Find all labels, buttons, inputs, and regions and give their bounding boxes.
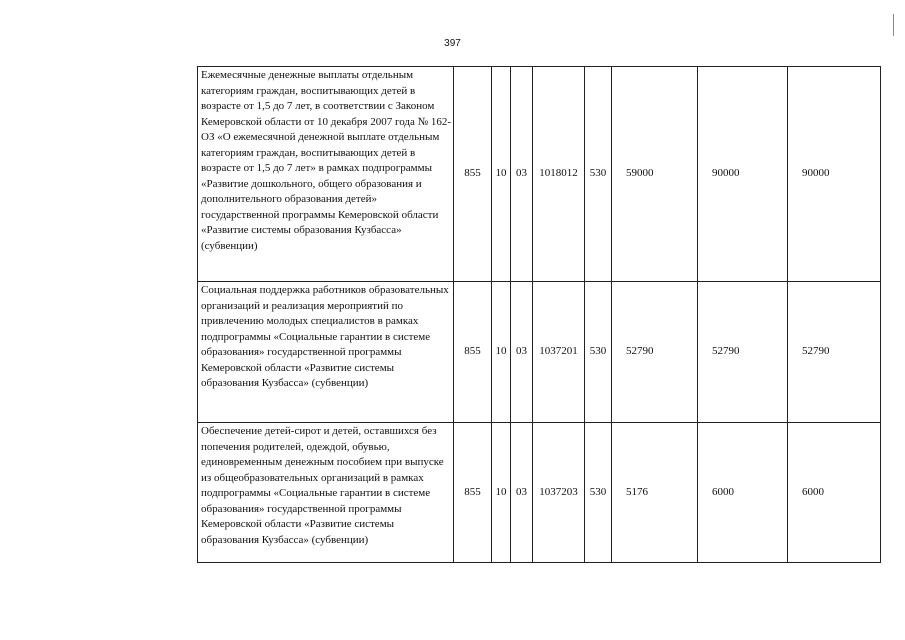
section-code: 10 xyxy=(492,423,511,563)
target-article-code: 1018012 xyxy=(533,67,585,282)
amount-year-3: 52790 xyxy=(788,282,881,423)
amount-year-1: 59000 xyxy=(612,67,698,282)
section-code: 10 xyxy=(492,67,511,282)
subsection-code: 03 xyxy=(511,282,533,423)
table-row xyxy=(198,423,881,563)
section-code: 10 xyxy=(492,282,511,423)
grbs-code: 855 xyxy=(454,67,492,282)
amount-year-2: 52790 xyxy=(698,282,788,423)
scan-edge-mark xyxy=(893,14,894,36)
table-row xyxy=(198,67,881,282)
amount-year-2: 6000 xyxy=(698,423,788,563)
expense-type-code: 530 xyxy=(585,282,612,423)
page-number: 397 xyxy=(444,38,461,49)
table-row xyxy=(198,282,881,423)
amount-year-1: 52790 xyxy=(612,282,698,423)
row-description: Социальная поддержка работников образовательных организаций и реализация мероприятий по привлечению молодых специалистов в рамках подпрограммы «Социальные гарантии в системе образования» государственной программы Кемеровской области «Развитие системы образования Кузбасса» (субвенции) xyxy=(198,282,454,423)
expense-type-code: 530 xyxy=(585,67,612,282)
amount-year-2: 90000 xyxy=(698,67,788,282)
row-description: Ежемесячные денежные выплаты отдельным категориям граждан, воспитывающих детей в возрасте от 1,5 до 7 лет, в соответствии с Законом Кемеровской области от 10 декабря 2007 года № 162-ОЗ «О ежемесячной денежной выплате отдельным категориям граждан, воспитывающих детей в возрасте от 1,5 до 7 лет» в рамках подпрограммы «Развитие дошкольного, общего образования и дополнительного образования детей» государственной программы Кемеровской области «Развитие системы образования Кузбасса» (субвенции) xyxy=(198,67,454,282)
grbs-code: 855 xyxy=(454,423,492,563)
amount-year-3: 6000 xyxy=(788,423,881,563)
subsection-code: 03 xyxy=(511,67,533,282)
target-article-code: 1037203 xyxy=(533,423,585,563)
amount-year-1: 5176 xyxy=(612,423,698,563)
subsection-code: 03 xyxy=(511,423,533,563)
grbs-code: 855 xyxy=(454,282,492,423)
budget-table xyxy=(197,66,881,563)
target-article-code: 1037201 xyxy=(533,282,585,423)
amount-year-3: 90000 xyxy=(788,67,881,282)
expense-type-code: 530 xyxy=(585,423,612,563)
row-description: Обеспечение детей-сирот и детей, оставшихся без попечения родителей, одеждой, обувью, единовременным денежным пособием при выпуске из общеобразовательных организаций в рамках подпрограммы «Социальные гарантии в системе образования» государственной программы Кемеровской области «Развитие системы образования Кузбасса» (субвенции) xyxy=(198,423,454,563)
